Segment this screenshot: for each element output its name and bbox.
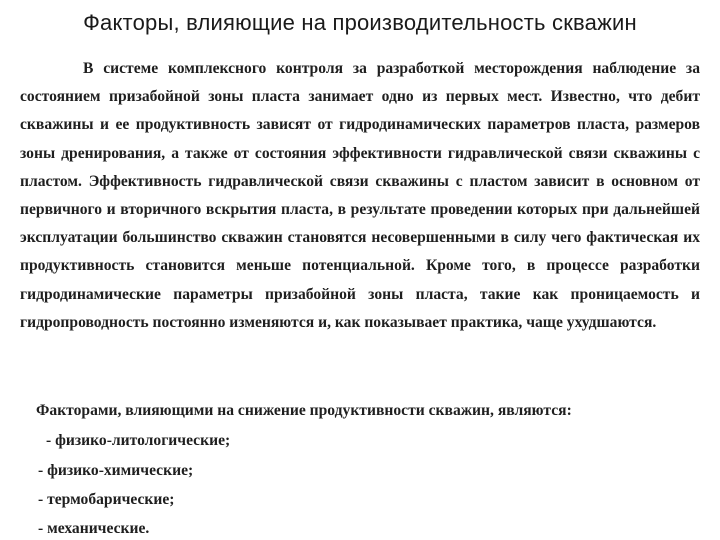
factor-item: - механические. xyxy=(38,520,150,537)
factor-item: - физико-литологические; xyxy=(46,432,231,449)
factor-item: - физико-химические; xyxy=(38,462,194,479)
body-text xyxy=(20,55,700,337)
slide-title: Факторы, влияющие на производительность скважин xyxy=(83,10,637,35)
factors-intro: Факторами, влияющими на снижение продуктивности скважин, являются: xyxy=(36,402,572,419)
main-paragraph: В системе комплексного контроля за разработкой месторождения наблюдение за состоянием призабойной зоны пласта занимает одно из первых мест. Известно, что дебит скважины и ее продуктивность зависят от гидродинамических параметров пласта, размеров зоны дренирования, а также от состояния эффективности гидравлической связи скважины с пластом. Эффективность гидравлической связи скважины с пластом зависит в основном от первичного и вторичного вскрытия пласта, в результате проведении которых при дальнейшей эксплуатации большинство скважин становятся несовершенными в силу чего фактическая их продуктивность становится меньше потенциальной. Кроме того, в процессе разработки гидродинамические параметры призабойной зоны пласта, такие как проницаемость и гидропроводность постоянно изменяются и, как показывает практика, чаще ухудшаются. xyxy=(20,60,700,331)
factor-item: - термобарические; xyxy=(38,491,175,508)
